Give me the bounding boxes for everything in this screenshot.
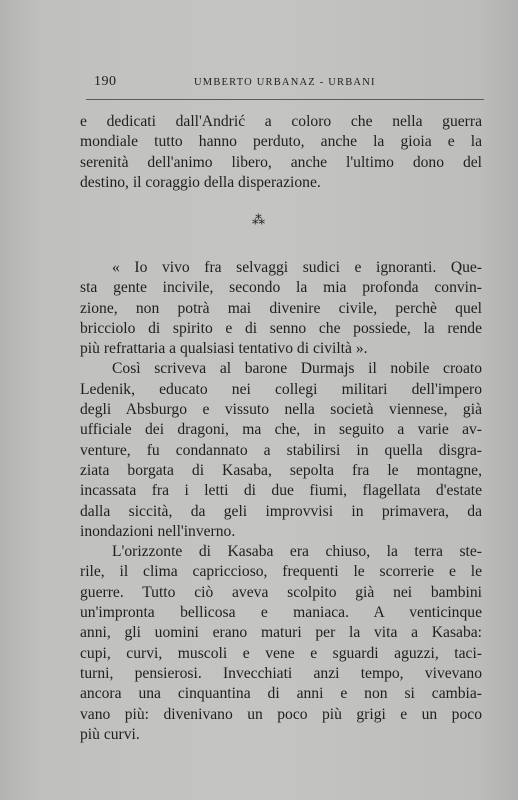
text-line: ziata borgata di Kasaba, sepolta fra le montagne, xyxy=(80,461,482,479)
text-line: destino, il coraggio della disperazione. xyxy=(80,174,321,192)
text-line: Così scriveva al barone Durmajs il nobile croato xyxy=(112,360,482,378)
text-line: rile, il clima capriccioso, frequenti le scorrerie e le xyxy=(80,563,482,581)
text-line: zione, non potrà mai divenire civile, perchè quel xyxy=(80,299,482,317)
text-line: dalla siccità, da geli improvvisi in primavera, da xyxy=(80,502,482,520)
paragraph-1 xyxy=(80,112,482,194)
header-rule xyxy=(86,99,484,100)
paragraph-2 xyxy=(80,258,482,359)
text-line: venture, fu condannato a stabilirsi in quella disgra- xyxy=(80,441,482,459)
text-line: « Io vivo fra selvaggi sudici e ignoranti. Que- xyxy=(112,259,482,276)
text-line: più refrattaria a qualsiasi tentativo di civiltà ». xyxy=(80,340,368,358)
text-line: guerre. Tutto ciò aveva scolpito già nei bambini xyxy=(80,583,482,601)
text-line: ufficiale dei dragoni, ma che, in seguito a varie av- xyxy=(80,421,482,439)
page-header xyxy=(94,74,480,92)
text-line: bricciolo di spirito e di senno che possiede, la rende xyxy=(80,319,482,337)
section-asterism: ⁂ xyxy=(252,212,266,227)
text-line: mondiale tutto hanno perduto, anche la gioia e la xyxy=(80,133,482,151)
running-head: UMBERTO URBANAZ - URBANI xyxy=(194,77,376,88)
text-line: anni, gli uomini erano maturi per la vita a Kasaba: xyxy=(80,624,482,642)
text-line: ancora una cinquantina di anni e non si cambia- xyxy=(80,685,482,703)
text-line: vano più: divenivano un poco più grigi e un poco xyxy=(80,705,482,723)
text-line: un'impronta bellicosa e maniaca. A venticinque xyxy=(80,604,482,622)
text-line: turni, pensierosi. Invecchiati anzi tempo, vivevano xyxy=(80,664,482,682)
text-line: e dedicati dall'Andrić a coloro che nella guerra xyxy=(80,113,482,130)
text-line: più curvi. xyxy=(80,725,140,743)
paragraph-3 xyxy=(80,359,482,542)
text-line: serenità dell'animo libero, anche l'ultimo dono del xyxy=(80,153,482,171)
main-text-block xyxy=(80,258,482,745)
text-line: Ledenik, educato nei collegi militari dell'impero xyxy=(80,380,482,398)
text-line: incassata fra i letti di due fiumi, flagellata d'estate xyxy=(80,482,482,500)
page-number: 190 xyxy=(94,74,117,89)
text-line: degli Absburgo e vissuto nella società viennese, già xyxy=(80,401,482,419)
text-line: sta gente incivile, secondo la mia profonda convin- xyxy=(80,279,482,297)
paragraph-4 xyxy=(80,542,482,745)
text-line: inondazioni nell'inverno. xyxy=(80,522,236,540)
text-line: cupi, curvi, muscoli e vene e sguardi aguzzi, taci- xyxy=(80,644,482,662)
text-line: L'orizzonte di Kasaba era chiuso, la terra ste- xyxy=(112,543,482,561)
